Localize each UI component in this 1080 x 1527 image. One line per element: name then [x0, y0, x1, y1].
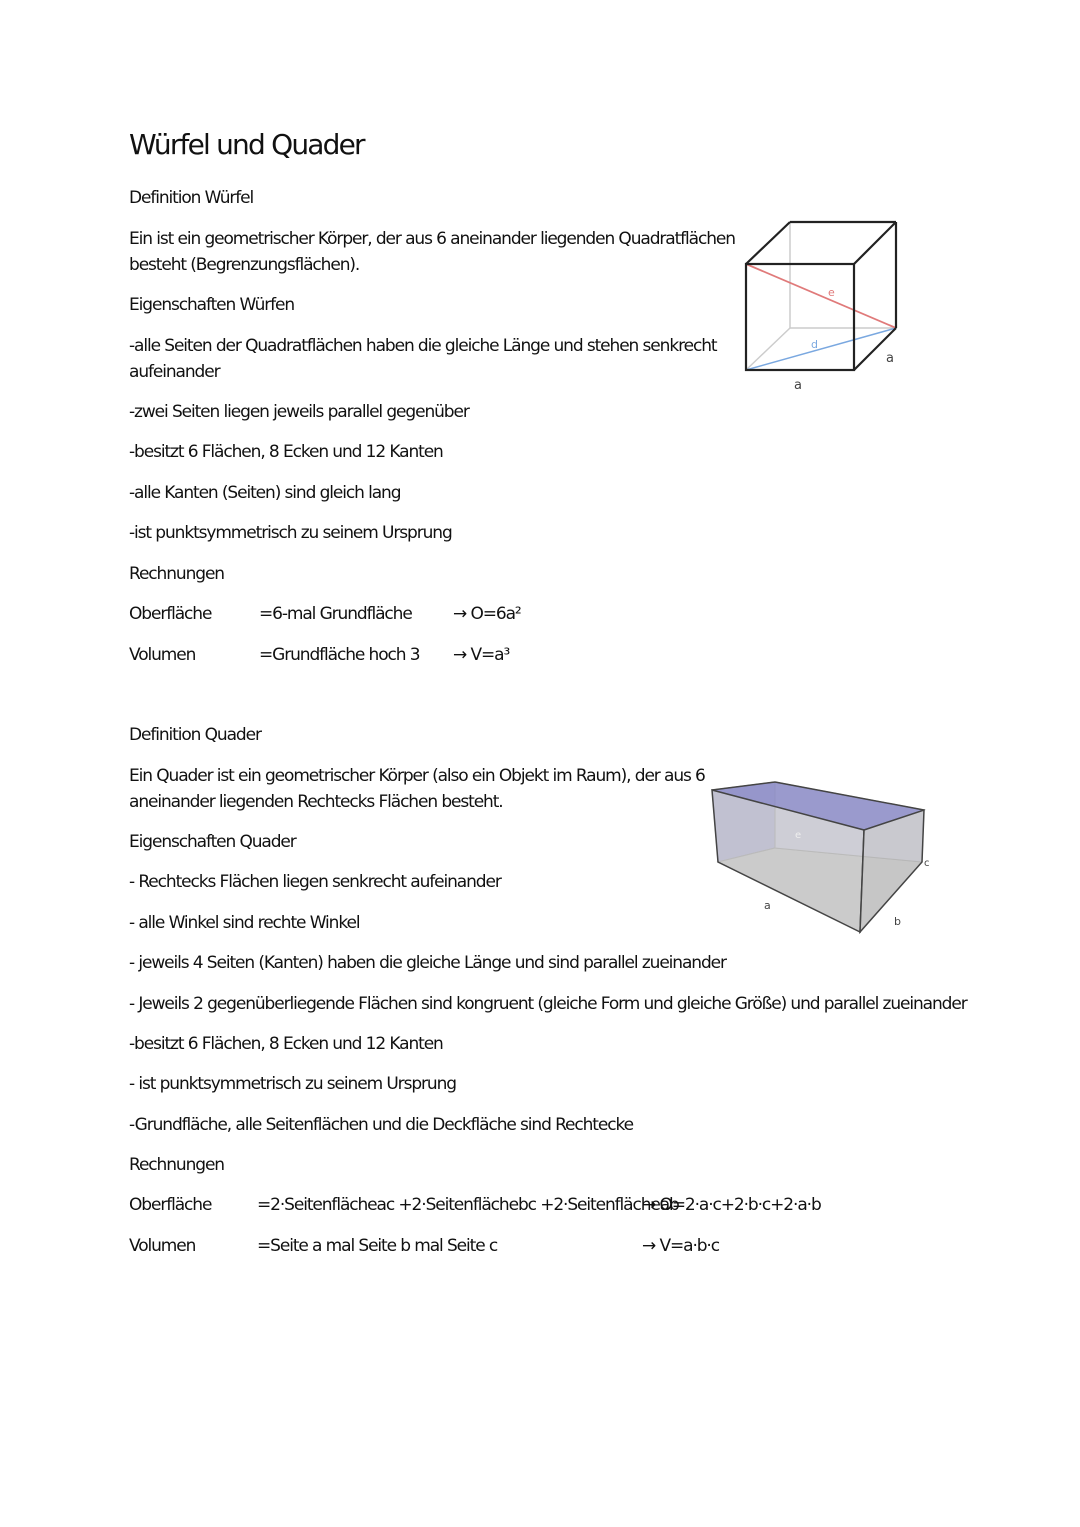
cube-property-1: -alle Seiten der Quadratflächen haben die gleiche Länge und stehen senkrecht [129, 336, 717, 356]
cube-properties-heading: Eigenschaften Würfen [129, 295, 295, 315]
cube-surface-label: Oberfläche [129, 604, 212, 624]
cube-surface-formula: → O=6a² [453, 604, 521, 624]
cube-label-e: e [828, 286, 835, 299]
cuboid-label-a: a [764, 899, 771, 912]
cuboid-volume-expr: =Seite a mal Seite b mal Seite c [257, 1236, 498, 1256]
cube-label-d: d [811, 338, 818, 351]
cube-property-2: -zwei Seiten liegen jeweils parallel gegenüber [129, 402, 469, 422]
cube-volume-formula: → V=a³ [453, 645, 510, 665]
cuboid-label-e: e [795, 830, 802, 841]
cuboid-volume-formula: → V=a·b·c [642, 1236, 719, 1256]
page-title: Würfel und Quader [129, 128, 364, 161]
cuboid-definition-heading: Definition Quader [129, 725, 261, 745]
cuboid-property-7: -Grundfläche, alle Seitenflächen und die Deckfläche sind Rechtecke [129, 1115, 633, 1135]
cube-label-a-bottom: a [794, 378, 802, 393]
cube-volume-expr: =Grundfläche hoch 3 [259, 645, 420, 665]
cuboid-label-b: b [894, 915, 901, 928]
cuboid-definition-line1: Ein Quader ist ein geometrischer Körper (also ein Objekt im Raum), der aus 6 [129, 766, 705, 786]
cube-volume-label: Volumen [129, 645, 196, 665]
cuboid-property-6: - ist punktsymmetrisch zu seinem Ursprung [129, 1074, 456, 1094]
cube-property-5: -ist punktsymmetrisch zu seinem Ursprung [129, 523, 452, 543]
cube-definition-line2: besteht (Begrenzungsflächen). [129, 255, 360, 275]
cube-property-3: -besitzt 6 Flächen, 8 Ecken und 12 Kanten [129, 442, 443, 462]
cube-definition-line1: Ein ist ein geometrischer Körper, der aus 6 aneinander liegenden Quadratflächen [129, 229, 735, 249]
cube-figure [730, 210, 920, 400]
cuboid-surface-expr: =2·Seitenflächeac +2·Seitenflächebc +2·Seitenflächeab [257, 1195, 679, 1215]
cube-property-4: -alle Kanten (Seiten) sind gleich lang [129, 483, 401, 503]
cuboid-definition-line2: aneinander liegenden Rechtecks Flächen besteht. [129, 792, 503, 812]
cuboid-property-2: - alle Winkel sind rechte Winkel [129, 913, 360, 933]
cuboid-property-1: - Rechtecks Flächen liegen senkrecht aufeinander [129, 872, 501, 892]
cuboid-surface-label: Oberfläche [129, 1195, 212, 1215]
cuboid-property-3: - jeweils 4 Seiten (Kanten) haben die gleiche Länge und sind parallel zueinander [129, 953, 726, 973]
cube-surface-expr: =6-mal Grundfläche [259, 604, 412, 624]
cuboid-label-c: c [924, 858, 930, 869]
cuboid-volume-label: Volumen [129, 1236, 196, 1256]
cube-definition-heading: Definition Würfel [129, 188, 254, 208]
cuboid-properties-heading: Eigenschaften Quader [129, 832, 296, 852]
cuboid-surface-formula: → O=2·a·c+2·b·c+2·a·b [642, 1195, 821, 1215]
cube-label-a-side: a [886, 351, 894, 366]
cube-diagonal-e [746, 264, 896, 328]
cuboid-property-5: -besitzt 6 Flächen, 8 Ecken und 12 Kanten [129, 1034, 443, 1054]
cube-calc-heading: Rechnungen [129, 564, 224, 584]
cuboid-calc-heading: Rechnungen [129, 1155, 224, 1175]
cuboid-figure [700, 770, 940, 940]
cube-property-1b: aufeinander [129, 362, 220, 382]
cuboid-property-4: - Jeweils 2 gegenüberliegende Flächen sind kongruent (gleiche Form und gleiche Größe) und parallel zueinander [129, 994, 967, 1014]
